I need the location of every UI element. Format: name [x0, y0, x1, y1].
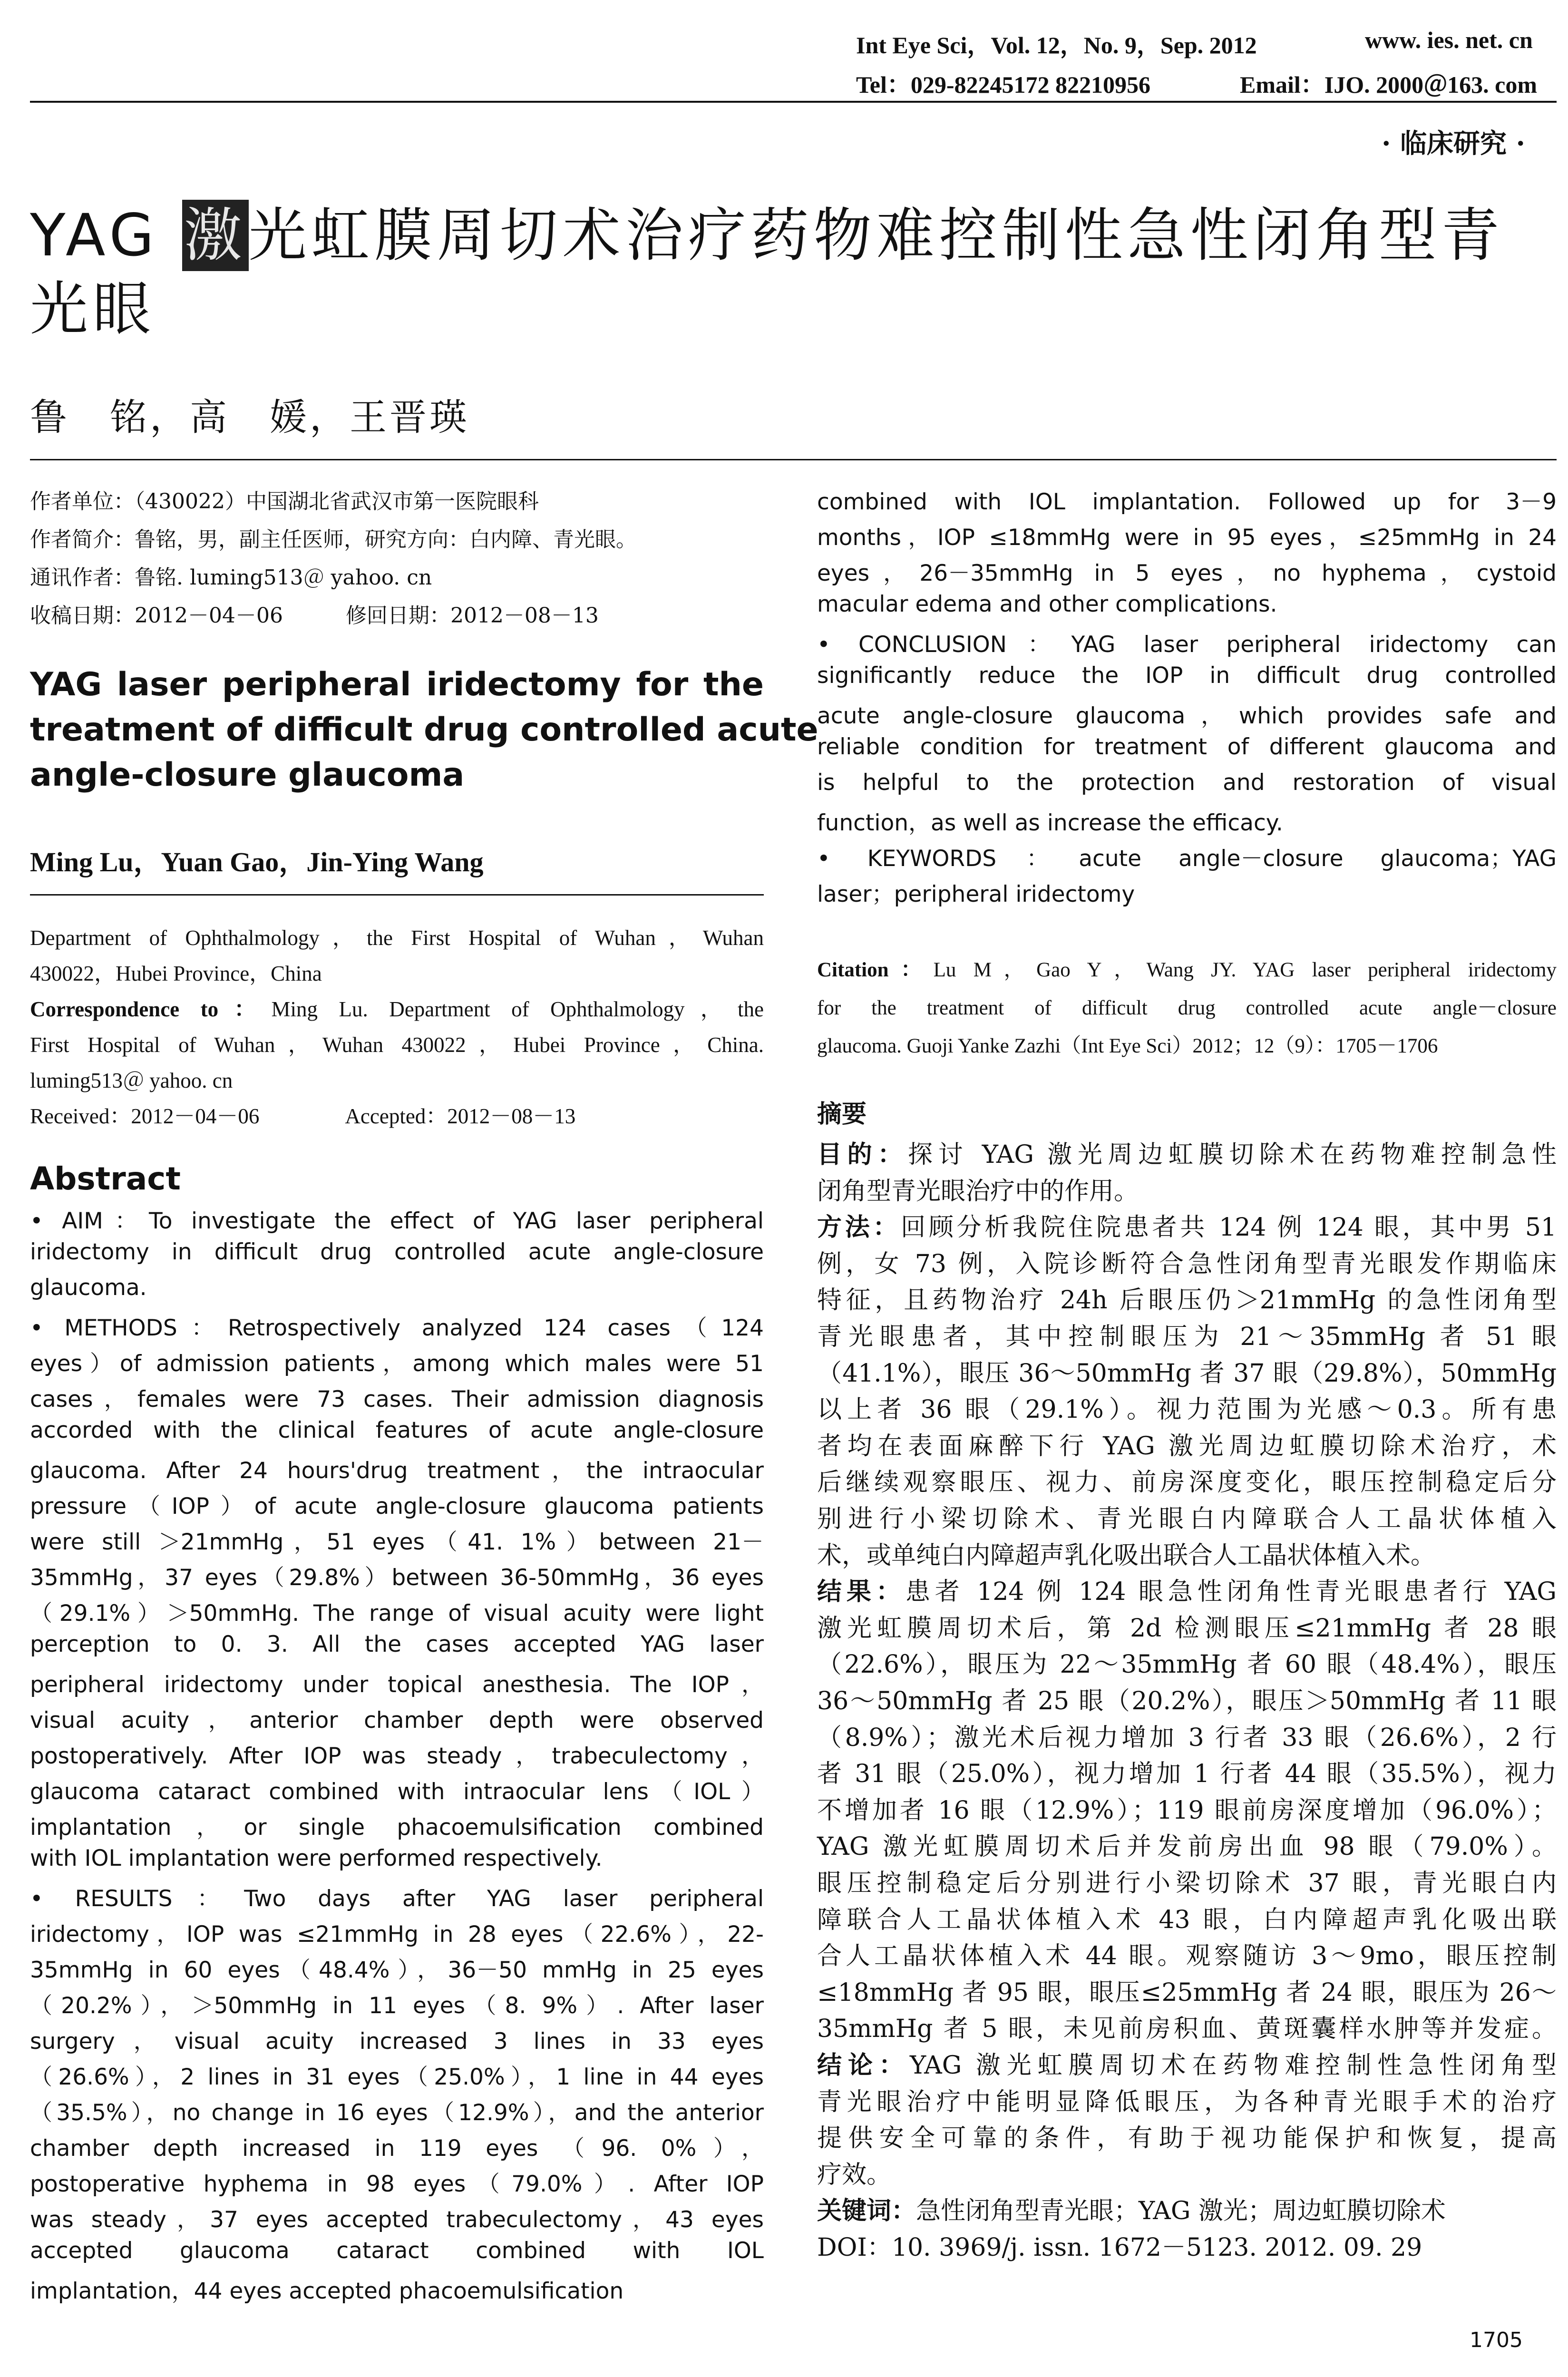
abstract-line: pressure（IOP）of acute angle-closure glaucoma patients — [30, 1493, 764, 1520]
cn-abstract-line: 闭角型青光眼治疗中的作用。 — [817, 1177, 1139, 1206]
title-en-line-1: YAG laser peripheral iridectomy for the — [30, 666, 764, 703]
abstract-line: cases，females were 73 cases. Their admission diagnosis — [30, 1386, 764, 1413]
title-rule — [30, 459, 1557, 460]
abstract-line: （20.2%），＞50mmHg in 11 eyes（8. 9%）. After laser — [30, 1993, 764, 2019]
journal-website[interactable]: www. ies. net. cn — [1365, 27, 1533, 53]
journal-email[interactable]: Email：IJO. 2000＠163. com — [1240, 71, 1537, 98]
cn-abstract-line: DOI：10. 3969/j. issn. 1672－5123. 2012. 09. 29 — [817, 2233, 1422, 2262]
cn-correspondence: 通讯作者：鲁铭. luming513＠ yahoo. cn — [30, 565, 432, 590]
cn-abstract-line: 青光眼治疗中能明显降低眼压，为各种青光眼手术的治疗 — [817, 2087, 1557, 2116]
cn-abstract-line: 障联合人工晶状体植入术 43 眼，白内障超声乳化吸出联 — [817, 1905, 1557, 1934]
cn-abstract-line: 激光虹膜周切术后，第 2d 检测眼压≤21mmHg 者 28 眼 — [817, 1614, 1557, 1643]
abstract-line: with IOL implantation were performed respectively. — [30, 1845, 603, 1871]
abstract-line: reliable condition for treatment of different glaucoma and — [817, 734, 1557, 760]
page-number: 1705 — [1470, 2328, 1523, 2352]
affiliation-en-line-2: 430022，Hubei Province，China — [30, 962, 322, 985]
title-en-line-2: treatment of difficult drug controlled acute — [30, 711, 818, 749]
correspondence-email[interactable]: luming513＠ yahoo. cn — [30, 1069, 233, 1092]
section-lead-label: 方法： — [817, 1213, 901, 1242]
abstract-line: surgery，visual acuity increased 3 lines in 33 eyes — [30, 2028, 764, 2055]
section-lead-label: 目的： — [817, 1140, 908, 1169]
cn-abstract-line: 合人工晶状体植入术 44 眼。观察随访 3～9mo，眼压控制 — [817, 1942, 1557, 1971]
abstract-line: function，as well as increase the efficacy. — [817, 810, 1283, 836]
cn-abstract-line: 例，女 73 例，入院诊断符合急性闭角型青光眼发作期临床 — [817, 1249, 1557, 1278]
cn-abstract-line: 者 31 眼（25.0%），视力增加 1 行者 44 眼（35.5%），视力 — [817, 1760, 1557, 1789]
abstract-line: laser；peripheral iridectomy — [817, 881, 1135, 907]
cn-abstract-line: 别进行小梁切除术、青光眼白内障联合人工晶状体植入 — [817, 1505, 1557, 1533]
abstract-line: glaucoma cataract combined with intraocular lens（IOL） — [30, 1779, 764, 1805]
citation-line: glaucoma. Guoji Yanke Zazhi（Int Eye Sci）2012；12（9）：1705－1706 — [817, 1035, 1438, 1057]
abstract-line: accorded with the clinical features of acute angle-closure — [30, 1417, 764, 1443]
abstract-line: were still ＞21mmHg，51 eyes（41. 1%）between 21－ — [30, 1529, 764, 1555]
abstract-line: months，IOP ≤18mmHg were in 95 eyes，≤25mmHg in 24 — [817, 525, 1557, 551]
cn-abstract-line: 不增加者 16 眼（12.9%）；119 眼前房深度增加（96.0%）； — [817, 1796, 1557, 1825]
section-label: · 临床研究 · — [1382, 128, 1525, 159]
abstract-line: glaucoma. — [30, 1275, 147, 1301]
cn-abstract-line: 术，或单纯白内障超声乳化吸出联合人工晶状体植入术。 — [817, 1541, 1436, 1570]
cn-abstract-line: 疗效。 — [817, 2160, 892, 2189]
abstract-line: implantation，44 eyes accepted phacoemulsification — [30, 2278, 624, 2304]
cn-abstract-line: 目的：探讨 YAG 激光周边虹膜切除术在药物难控制急性 — [817, 1140, 1557, 1169]
abstract-line: postoperative hyphema in 98 eyes（79.0%）. After IOP — [30, 2171, 764, 2197]
abstract-heading: Abstract — [30, 1160, 181, 1197]
cn-abstract-line: 眼压控制稳定后分别进行小梁切除术 37 眼，青光眼白内 — [817, 1869, 1557, 1898]
cn-abstract-line: 方法：回顾分析我院住院患者共 124 例 124 眼，其中男 51 — [817, 1213, 1557, 1242]
cn-abstract-line: 以上者 36 眼（29.1%）。视力范围为光感～0.3。所有患 — [817, 1395, 1557, 1424]
abstract-line: acute angle-closure glaucoma，which provides safe and — [817, 703, 1557, 729]
abstract-line: 35mmHg，37 eyes（29.8%）between 36-50mmHg，36 eyes — [30, 1565, 764, 1591]
authors-en-rule — [30, 894, 764, 896]
header-rule — [30, 101, 1557, 103]
cn-abstract-line: ≤18mmHg 者 95 眼，眼压≤25mmHg 者 24 眼，眼压为 26～ — [817, 1978, 1557, 2007]
abstract-line: iridectomy in difficult drug controlled acute angle-closure — [30, 1239, 764, 1265]
section-lead-label: Correspondence to： — [30, 997, 272, 1021]
abstract-line: combined with IOL implantation. Followed up for 3－9 — [817, 489, 1557, 515]
abstract-line: • KEYWORDS：acute angle－closure glaucoma；YAG — [817, 846, 1557, 872]
citation-line: Citation：Lu M，Gao Y，Wang JY. YAG laser peripheral iridectomy — [817, 959, 1557, 981]
abstract-line: eyes，26－35mmHg in 5 eyes，no hyphema，cystoid — [817, 560, 1557, 586]
title-cn-prefix: YAG — [30, 202, 182, 269]
correspondence-en-line-2: First Hospital of Wuhan，Wuhan 430022，Hubei Province，China. — [30, 1033, 764, 1057]
abstract-line: is helpful to the protection and restoration of visual — [817, 770, 1557, 796]
authors-cn: 鲁 铭，高 媛，王晋瑛 — [30, 396, 470, 439]
section-lead-label: 结果： — [817, 1577, 906, 1607]
abstract-line: • AIM：To investigate the effect of YAG laser peripheral — [30, 1208, 764, 1234]
cn-abstract-line: 结果：患者 124 例 124 眼急性闭角性青光眼患者行 YAG — [817, 1577, 1557, 1607]
cn-abstract-line: （41.1%），眼压 36～50mmHg 者 37 眼（29.8%），50mmHg — [817, 1359, 1557, 1388]
abstract-line: （26.6%），2 lines in 31 eyes（25.0%），1 line in 44 eyes — [30, 2064, 764, 2090]
cn-abstract-line: 者均在表面麻醉下行 YAG 激光周边虹膜切除术治疗，术 — [817, 1432, 1557, 1461]
correspondence-en-text: Correspondence to：Ming Lu. Department of Ophthalmology，the — [30, 997, 764, 1021]
journal-telephone: Tel：029-82245172 82210956 — [856, 71, 1150, 98]
cn-abstract-line: 特征，且药物治疗 24h 后眼压仍＞21mmHg 的急性闭角型 — [817, 1286, 1557, 1315]
authors-en: Ming Lu，Yuan Gao，Jin-Ying Wang — [30, 847, 484, 877]
citation-line: for the treatment of difficult drug controlled acute angle－closure — [817, 997, 1557, 1019]
correspondence-en-line-1 — [30, 992, 764, 1023]
cn-abstract-line: （8.9%）；激光术后视力增加 3 行者 33 眼（26.6%），2 行 — [817, 1723, 1557, 1752]
abstract-line: significantly reduce the IOP in difficult drug controlled — [817, 662, 1557, 689]
title-cn-line2: 光眼 — [30, 275, 156, 343]
cn-dates: 收稿日期：2012－04－06 修回日期：2012－08－13 — [30, 604, 599, 628]
cn-abstract-line: 结论：YAG 激光虹膜周切术在药物难控制性急性闭角型 — [817, 2051, 1557, 2080]
abstract-line: • RESULTS：Two days after YAG laser peripheral — [30, 1886, 764, 1912]
cn-abstract-line: 35mmHg 者 5 眼，未见前房积血、黄斑囊样水肿等并发症。 — [817, 2015, 1557, 2044]
abstract-line: glaucoma. After 24 hours'drug treatment，the intraocular — [30, 1458, 764, 1484]
title-en-line-3: angle-closure glaucoma — [30, 756, 465, 794]
abstract-line: iridectomy，IOP was ≤21mmHg in 28 eyes（22.6%），22- — [30, 1921, 764, 1948]
cn-abstract-line: 36～50mmHg 者 25 眼（20.2%），眼压＞50mmHg 者 11 眼 — [817, 1687, 1557, 1715]
cn-affiliation: 作者单位：（430022）中国湖北省武汉市第一医院眼科 — [30, 489, 539, 514]
abstract-line: implantation，or single phacoemulsification combined — [30, 1814, 764, 1841]
abstract-line: peripheral iridectomy under topical anesthesia. The IOP， — [30, 1672, 764, 1698]
received-accepted-dates: Received：2012－04－06 Accepted：2012－08－13 — [30, 1104, 576, 1128]
cn-abstract-line: 青光眼患者，其中控制眼压为 21～35mmHg 者 51 眼 — [817, 1323, 1557, 1351]
cn-author-bio: 作者简介：鲁铭，男，副主任医师，研究方向：白内障、青光眼。 — [30, 527, 637, 552]
abstract-line: perception to 0. 3. All the cases accepted YAG laser — [30, 1631, 764, 1657]
abstract-line: chamber depth increased in 119 eyes （96. 0%）， — [30, 2135, 764, 2162]
section-lead-label: 结论： — [817, 2051, 910, 2080]
title-cn-line1-rest: 光虹膜周切术治疗药物难控制性急性闭角型青 — [248, 202, 1504, 269]
cn-abstract-line: 关键词：急性闭角型青光眼；YAG 激光；周边虹膜切除术 — [817, 2196, 1446, 2226]
cn-abstract-line: （22.6%），眼压为 22～35mmHg 者 60 眼（48.4%），眼压 — [817, 1650, 1557, 1679]
cn-abstract-heading: 摘要 — [817, 1100, 867, 1129]
abstract-line: 35mmHg in 60 eyes（48.4%），36－50 mmHg in 25 eyes — [30, 1957, 764, 1983]
abstract-line: eyes）of admission patients，among which males were 51 — [30, 1351, 764, 1377]
title-cn — [30, 200, 1504, 271]
abstract-line: （29.1%）＞50mmHg. The range of visual acuity were light — [30, 1600, 764, 1627]
cn-abstract-line: 提供安全可靠的条件，有助于视功能保护和恢复，提高 — [817, 2124, 1557, 2153]
abstract-line: accepted glaucoma cataract combined with IOL — [30, 2238, 764, 2264]
abstract-line: • METHODS：Retrospectively analyzed 124 cases（124 — [30, 1315, 764, 1341]
section-lead-label: 关键词： — [817, 2196, 916, 2226]
abstract-line: （35.5%），no change in 16 eyes（12.9%），and the anterior — [30, 2100, 764, 2126]
journal-volume-info: Int Eye Sci，Vol. 12，No. 9，Sep. 2012 — [856, 32, 1257, 58]
section-lead-label: Citation： — [817, 959, 934, 981]
abstract-line: • CONCLUSION：YAG laser peripheral iridectomy can — [817, 632, 1557, 658]
abstract-line: macular edema and other complications. — [817, 591, 1277, 617]
affiliation-en-line-1: Department of Ophthalmology，the First Hospital of Wuhan，Wuhan — [30, 926, 764, 950]
title-cn-masked-char: 激 — [182, 200, 249, 271]
abstract-line: was steady，37 eyes accepted trabeculectomy，43 eyes — [30, 2207, 764, 2233]
cn-abstract-line: 后继续观察眼压、视力、前房深度变化，眼压控制稳定后分 — [817, 1468, 1557, 1497]
abstract-line: visual acuity，anterior chamber depth were observed — [30, 1707, 764, 1734]
abstract-line: postoperatively. After IOP was steady，trabeculectomy， — [30, 1743, 764, 1769]
cn-abstract-line: YAG 激光虹膜周切术后并发前房出血 98 眼（79.0%）。 — [817, 1832, 1557, 1861]
